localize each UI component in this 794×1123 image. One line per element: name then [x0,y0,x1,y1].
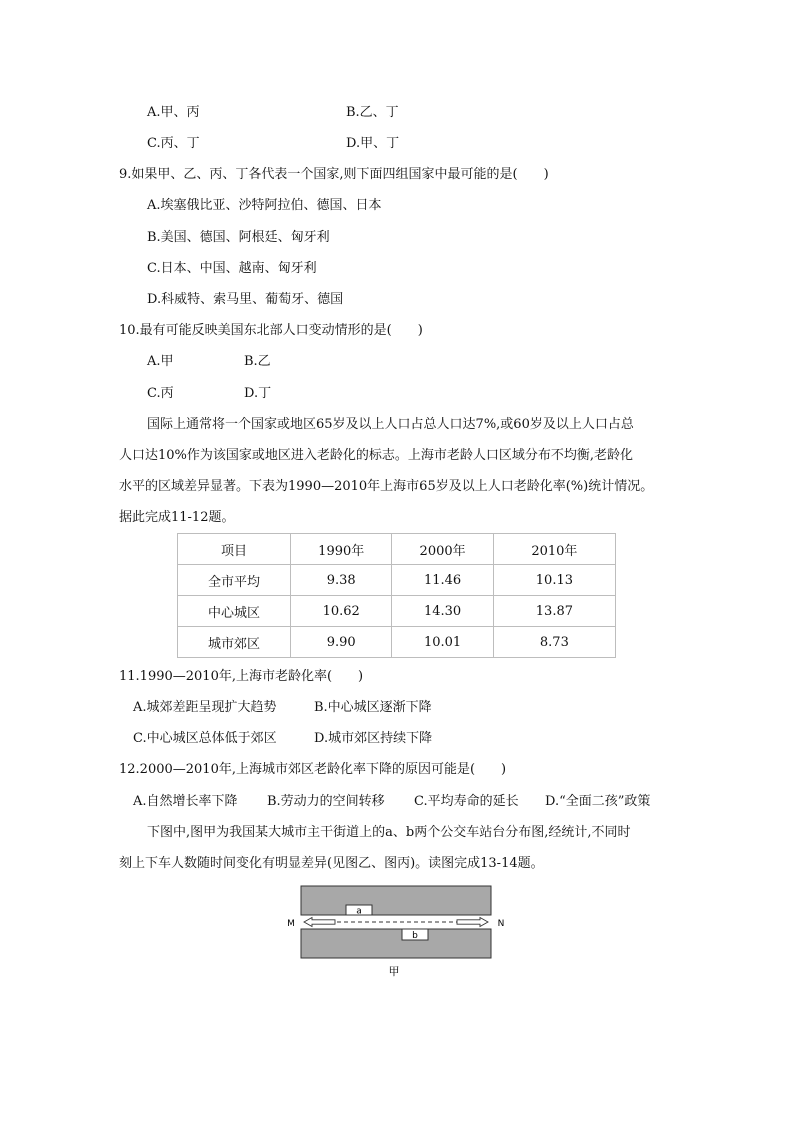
table-header-cell: 2010年 [493,534,615,565]
table-header-cell: 1990年 [291,534,392,565]
q12-option-c: C.平均寿命的延长 [414,794,519,809]
table-cell: 9.90 [291,627,392,658]
q12-option-a: A.自然增长率下降 [133,794,238,809]
q10-option-d: D.丁 [244,386,272,401]
q11-stem: 11.1990—2010年,上海市老龄化率( ) [119,669,364,684]
table-row [178,565,616,596]
passage1-line-4: 据此完成11-12题。 [119,510,235,525]
table-cell: 13.87 [493,596,615,627]
q11-option-b: B.中心城区逐渐下降 [314,700,432,715]
q10-option-c: C.丙 [147,386,174,401]
table-cell: 中心城区 [178,596,291,627]
q12-option-b: B.劳动力的空间转移 [267,794,385,809]
q10-option-b: B.乙 [244,354,271,369]
table-header-cell: 项目 [178,534,291,565]
table-cell: 全市平均 [178,565,291,596]
q10-option-a: A.甲 [147,354,174,369]
table-row [178,627,616,658]
lower-building-block [301,929,491,958]
table-cell: 14.30 [392,596,493,627]
q10-stem: 10.最有可能反映美国东北部人口变动情形的是( ) [119,323,423,338]
q12-option-d: D.“全面二孩”政策 [545,794,651,809]
q9-stem: 9.如果甲、乙、丙、丁各代表一个国家,则下面四组国家中最可能的是( ) [119,167,549,182]
q11-option-a: A.城郊差距呈现扩大趋势 [133,700,277,715]
q9-option-a: A.埃塞俄比亚、沙特阿拉伯、德国、日本 [147,198,382,213]
table-header-row [178,534,616,565]
table-cell: 10.13 [493,565,615,596]
table-row [178,596,616,627]
passage1-line-2: 人口达10%作为该国家或地区进入老龄化的标志。上海市老龄人口区域分布不均衡,老龄化 [119,448,634,463]
table-header-cell: 2000年 [392,534,493,565]
q8-option-a: A.甲、丙 [147,105,200,120]
passage1-line-3: 水平的区域差异显著。下表为1990—2010年上海市65岁及以上人口老龄化率(%)统计情况。 [119,479,654,494]
q11-option-c: C.中心城区总体低于郊区 [133,731,277,746]
table-cell: 9.38 [291,565,392,596]
bus-stop-a-label: a [356,906,362,917]
table-cell: 10.01 [392,627,493,658]
label-m: M [287,919,295,929]
figure-caption: 甲 [388,965,400,978]
label-n: N [497,919,505,929]
table-cell: 11.46 [392,565,493,596]
passage2-line-1: 下图中,图甲为我国某大城市主干街道上的a、b两个公交车站台分布图,经统计,不同时 [147,825,631,840]
passage2-line-2: 刻上下车人数随时间变化有明显差异(见图乙、图丙)。读图完成13-14题。 [119,856,544,871]
q11-option-d: D.城市郊区持续下降 [314,731,433,746]
aging-rate-table [177,533,616,658]
q8-option-d: D.甲、丁 [346,136,400,151]
q8-option-c: C.丙、丁 [147,136,200,151]
q12-stem: 12.2000—2010年,上海城市郊区老龄化率下降的原因可能是( ) [119,762,507,777]
bus-stop-b-label: b [412,931,418,941]
table-cell: 8.73 [493,627,615,658]
q9-option-c: C.日本、中国、越南、匈牙利 [147,261,317,276]
table-cell: 10.62 [291,596,392,627]
q9-option-d: D.科威特、索马里、葡萄牙、德国 [147,292,344,307]
bus-stop-diagram [280,884,512,984]
q8-option-b: B.乙、丁 [346,105,399,120]
q9-option-b: B.美国、德国、阿根廷、匈牙利 [147,230,330,245]
upper-building-block [301,886,491,915]
passage1-line-1: 国际上通常将一个国家或地区65岁及以上人口占总人口达7%,或60岁及以上人口占总 [147,417,634,432]
table-cell: 城市郊区 [178,627,291,658]
